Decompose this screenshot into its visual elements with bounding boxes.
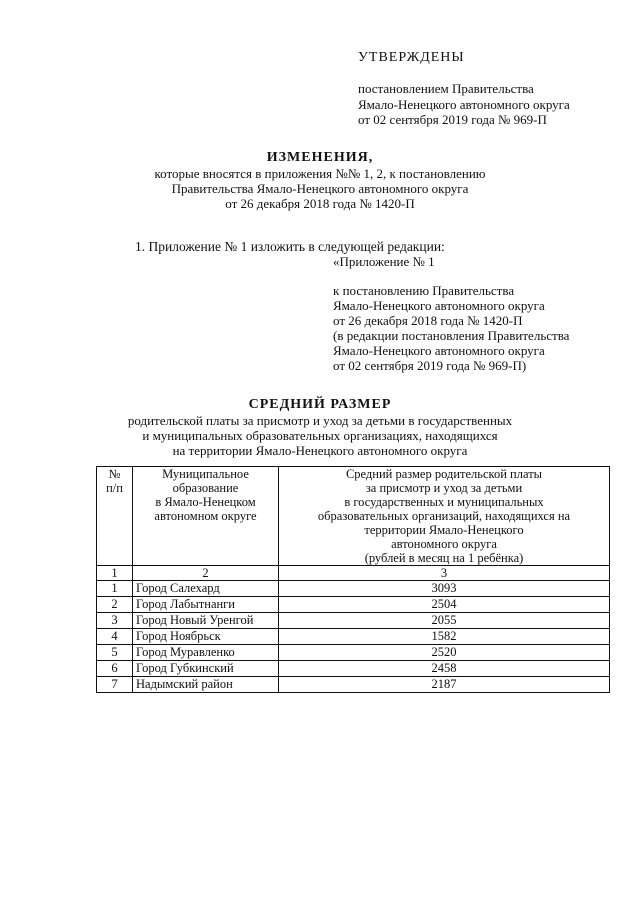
row-number: 2 <box>97 597 133 613</box>
header-text: образовательных организаций, находящихся на <box>317 509 571 523</box>
changes-line: от 26 декабря 2018 года № 1420-П <box>225 196 415 211</box>
header-text: за присмотр и уход за детьми <box>365 481 523 495</box>
table-header-row <box>97 467 610 566</box>
column-number: 2 <box>133 566 279 581</box>
municipality-name: Город Салехард <box>133 581 279 597</box>
table-row <box>97 645 610 661</box>
table-row <box>97 677 610 693</box>
fee-value: 2504 <box>279 597 610 613</box>
header-text: в Ямало-Ненецком <box>155 495 256 509</box>
fee-value: 2458 <box>279 661 610 677</box>
table-row <box>97 629 610 645</box>
header-text: территории Ямало-Ненецкого <box>364 523 524 537</box>
header-text: п/п <box>106 481 123 495</box>
item-1-text: 1. Приложение № 1 изложить в следующей редакции: <box>135 239 445 254</box>
column-number: 3 <box>279 566 610 581</box>
changes-line: которые вносятся в приложения №№ 1, 2, к постановлению <box>154 166 486 181</box>
municipality-name: Город Муравленко <box>133 645 279 661</box>
header-text: Муниципальное <box>162 467 249 481</box>
changes-title: ИЗМЕНЕНИЯ, <box>266 150 374 165</box>
header-text: (рублей в месяц на 1 ребёнка) <box>364 551 524 565</box>
column-number-row <box>97 566 610 581</box>
municipality-name: Город Ноябрьск <box>133 629 279 645</box>
average-line: родительской платы за присмотр и уход за детьми в государственных <box>127 413 513 428</box>
annex-line: Ямало-Ненецкого автономного округа <box>333 298 545 313</box>
header-cell-average-fee <box>279 467 610 566</box>
fee-value: 2055 <box>279 613 610 629</box>
table-row <box>97 581 610 597</box>
header-cell-number <box>97 467 133 566</box>
municipality-name: Город Новый Уренгой <box>133 613 279 629</box>
annex-line: к постановлению Правительства <box>333 283 515 298</box>
row-number: 6 <box>97 661 133 677</box>
header-text: Средний размер родительской платы <box>345 467 543 481</box>
average-line: на территории Ямало-Ненецкого автономного округа <box>172 443 468 458</box>
approval-line: от 02 сентября 2019 года № 969-П <box>358 112 547 127</box>
approval-line: постановлением Правительства <box>358 81 534 96</box>
table-row <box>97 661 610 677</box>
fee-value: 1582 <box>279 629 610 645</box>
row-number: 3 <box>97 613 133 629</box>
header-text: в государственных и муниципальных <box>344 495 544 509</box>
fee-value: 2187 <box>279 677 610 693</box>
row-number: 7 <box>97 677 133 693</box>
table-row <box>97 613 610 629</box>
column-number: 1 <box>97 566 133 581</box>
changes-line: Правительства Ямало-Ненецкого автономного округа <box>171 181 469 196</box>
header-text: автономном округе <box>154 509 257 523</box>
row-number: 4 <box>97 629 133 645</box>
annex-line: от 02 сентября 2019 года № 969-П) <box>333 358 527 373</box>
header-text: № <box>108 467 121 481</box>
row-number: 1 <box>97 581 133 597</box>
municipality-name: Город Губкинский <box>133 661 279 677</box>
header-text: образование <box>172 481 239 495</box>
annex-line: Ямало-Ненецкого автономного округа <box>333 343 545 358</box>
approval-line: Ямало-Ненецкого автономного округа <box>358 97 570 112</box>
header-cell-municipality <box>133 467 279 566</box>
average-line: и муниципальных образовательных организациях, находящихся <box>142 428 498 443</box>
row-number: 5 <box>97 645 133 661</box>
annex-line: от 26 декабря 2018 года № 1420-П <box>333 313 523 328</box>
annex-title: «Приложение № 1 <box>333 254 435 269</box>
annex-line: (в редакции постановления Правительства <box>333 328 570 343</box>
rates-table <box>96 466 610 693</box>
fee-value: 2520 <box>279 645 610 661</box>
approval-title: УТВЕРЖДЕНЫ <box>358 50 465 65</box>
table-row <box>97 597 610 613</box>
municipality-name: Надымский район <box>133 677 279 693</box>
header-text: автономного округа <box>391 537 497 551</box>
average-title: СРЕДНИЙ РАЗМЕР <box>248 397 392 412</box>
fee-value: 3093 <box>279 581 610 597</box>
municipality-name: Город Лабытнанги <box>133 597 279 613</box>
